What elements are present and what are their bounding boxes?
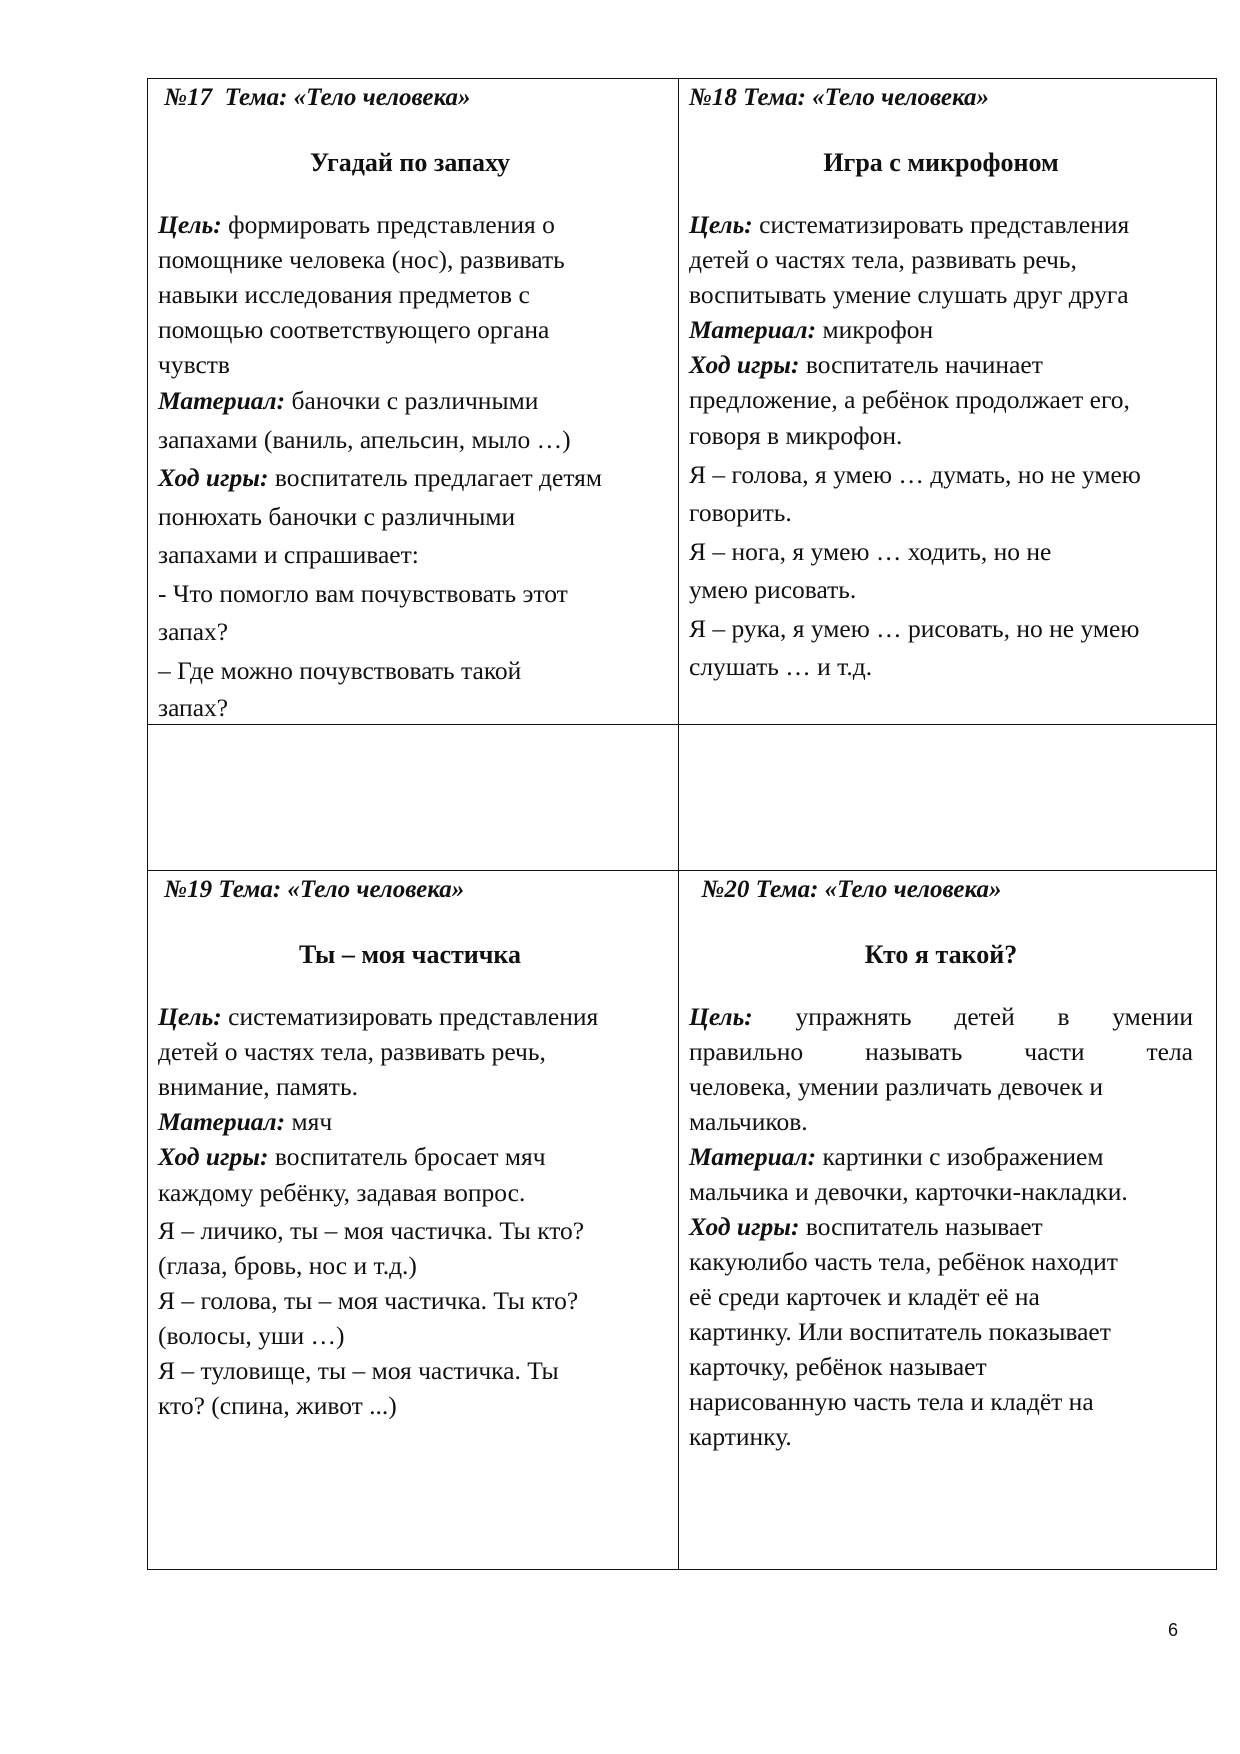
game-header: №18 Тема: «Тело человека» [689, 84, 990, 111]
text-line [158, 1104, 662, 1139]
text-line [158, 1139, 662, 1174]
field-text: картинки с изображением [816, 1142, 1104, 1171]
text-line [158, 1283, 662, 1318]
field-text: слушать … и т.д. [689, 652, 873, 681]
game-cell-19 [148, 871, 668, 1423]
text-line [689, 1174, 1193, 1209]
field-label: Материал: [158, 1107, 286, 1136]
text-line [689, 571, 1193, 610]
field-text: формировать представления о [221, 210, 555, 239]
field-text: упражнять детей в умении [752, 1002, 1193, 1031]
field-text: мяч [285, 1107, 333, 1136]
field-label: Материал: [689, 315, 817, 344]
text-line [689, 1104, 1193, 1139]
field-text: воспитатель начинает [799, 350, 1043, 379]
field-text: Я – нога, я умею … ходить, но не [689, 536, 1052, 566]
text-line [689, 417, 1193, 456]
text-line [689, 456, 1193, 495]
field-text: правильно называть части тела [689, 1037, 1193, 1066]
field-text: внимание, память. [158, 1072, 358, 1101]
field-text: – Где можно почувствовать такой [158, 655, 522, 685]
text-line [689, 277, 1193, 312]
text-line [158, 277, 662, 312]
field-text: говоря в микрофон. [689, 421, 903, 450]
text-line [158, 652, 662, 691]
text-line [158, 312, 662, 347]
game-header: №19 Тема: «Тело человека» [158, 876, 465, 903]
field-text: помощнике человека (нос), развивать [158, 245, 565, 274]
field-text: чувств [158, 350, 230, 379]
text-line [689, 1209, 1193, 1244]
field-text: говорить. [689, 498, 792, 527]
game-description [158, 207, 662, 725]
text-line [689, 1314, 1193, 1349]
text-line [158, 1318, 662, 1353]
game-header: №17 Тема: «Тело человека» [158, 84, 471, 111]
text-line [158, 459, 662, 498]
field-text: кто? (спина, живот ...) [158, 1390, 397, 1420]
text-line [158, 207, 662, 242]
game-cell-20 [679, 871, 1199, 1454]
text-line [158, 498, 662, 537]
field-text: понюхать баночки с различными [158, 501, 516, 531]
text-line [689, 610, 1193, 649]
games-table [147, 78, 1217, 1570]
game-description [689, 207, 1193, 687]
field-text: систематизировать представления [221, 1002, 599, 1031]
field-text: человека, умении различать девочек и [689, 1072, 1104, 1101]
text-line [689, 999, 1193, 1034]
game-cell-17 [148, 79, 668, 725]
field-text: запах? [158, 693, 229, 722]
field-text: (волосы, уши …) [158, 1320, 345, 1350]
field-text: баночки с различными [285, 386, 539, 415]
field-text: Я – туловище, ты – моя частичка. Ты [158, 1355, 559, 1385]
field-text: воспитатель предлагает детям [268, 463, 602, 492]
field-text: помощью соответствующего органа [158, 315, 550, 344]
field-label: Материал: [158, 386, 286, 415]
field-text: запах? [158, 617, 229, 646]
field-text: картинку. [689, 1422, 792, 1451]
game-title: Ты – моя частичка [299, 940, 521, 969]
text-line [689, 648, 1193, 687]
text-line [158, 1248, 662, 1283]
field-text: Я – голова, я умею … думать, но не умею [689, 459, 1141, 489]
text-line [158, 1069, 662, 1104]
text-line [689, 1419, 1193, 1454]
field-text: воспитатель называет [799, 1212, 1043, 1241]
field-text: нарисованную часть тела и кладёт на [689, 1387, 1094, 1416]
game-cell-18 [679, 79, 1199, 687]
text-line [689, 1034, 1193, 1069]
text-line [158, 347, 662, 382]
text-line [158, 1353, 662, 1388]
text-line [158, 1213, 662, 1248]
field-label: Ход игры: [158, 1142, 269, 1171]
game-title: Игра с микрофоном [823, 148, 1059, 177]
text-line [689, 312, 1193, 347]
field-text: мальчиков. [689, 1107, 808, 1136]
text-line [689, 1349, 1193, 1384]
text-line [158, 1034, 662, 1069]
field-label: Цель: [158, 1002, 222, 1031]
field-text: (глаза, бровь, нос и т.д.) [158, 1250, 417, 1280]
field-label: Цель: [689, 210, 753, 239]
game-title: Угадай по запаху [310, 148, 510, 177]
field-text: запахами (ваниль, апельсин, мыло …) [158, 424, 571, 454]
page-number: 6 [1168, 1620, 1179, 1640]
field-label: Цель: [158, 210, 222, 239]
text-line [158, 382, 662, 421]
field-text: запахами и спрашивает: [158, 540, 419, 569]
field-text: - Что помогло вам почувствовать этот [158, 578, 568, 608]
field-text: детей о частях тела, развивать речь, [158, 1037, 546, 1066]
field-text: умею рисовать. [689, 575, 857, 604]
field-label: Ход игры: [689, 350, 800, 379]
field-text: Я – личико, ты – моя частичка. Ты кто? [158, 1215, 585, 1245]
field-text: Я – рука, я умею … рисовать, но не умею [689, 613, 1140, 643]
game-description [689, 999, 1193, 1454]
text-line [689, 1139, 1193, 1174]
game-description [158, 999, 662, 1423]
text-line [689, 347, 1193, 382]
field-label: Цель: [689, 1002, 753, 1031]
text-line [689, 207, 1193, 242]
text-line [689, 1069, 1193, 1104]
text-line [689, 382, 1193, 417]
text-line [158, 690, 662, 725]
field-label: Ход игры: [158, 463, 269, 492]
game-title: Кто я такой? [864, 940, 1018, 969]
game-header: №20 Тема: «Тело человека» [689, 876, 1002, 903]
text-line [158, 575, 662, 614]
field-label: Материал: [689, 1142, 817, 1171]
text-line [689, 1279, 1193, 1314]
text-line [158, 1388, 662, 1423]
text-line [158, 242, 662, 277]
field-text: карточку, ребёнок называет [689, 1352, 987, 1381]
text-line [158, 421, 662, 460]
field-text: воспитатель бросает мяч [268, 1142, 546, 1171]
field-text: каждому ребёнку, задавая вопрос. [158, 1178, 526, 1207]
text-line [158, 536, 662, 575]
field-text: детей о частях тела, развивать речь, [689, 245, 1077, 274]
text-line [689, 242, 1193, 277]
text-line [158, 999, 662, 1034]
field-text: микрофон [816, 315, 934, 344]
field-text: предложение, а ребёнок продолжает его, [689, 385, 1130, 414]
field-text: Я – голова, ты – моя частичка. Ты кто? [158, 1285, 579, 1315]
field-text: её среди карточек и кладёт её на [689, 1282, 1040, 1311]
text-line [158, 1174, 662, 1213]
field-text: навыки исследования предметов с [158, 280, 530, 309]
text-line [158, 613, 662, 652]
field-text: картинку. Или воспитатель показывает [689, 1317, 1111, 1346]
text-line [689, 1384, 1193, 1419]
field-text: мальчика и девочки, карточки-накладки. [689, 1177, 1128, 1206]
field-text: систематизировать представления [752, 210, 1130, 239]
text-line [689, 494, 1193, 533]
text-line [689, 1244, 1193, 1279]
text-line [689, 533, 1193, 572]
field-text: воспитывать умение слушать друг друга [689, 280, 1129, 309]
field-text: какуюлибо часть тела, ребёнок находит [689, 1247, 1118, 1276]
field-label: Ход игры: [689, 1212, 800, 1241]
